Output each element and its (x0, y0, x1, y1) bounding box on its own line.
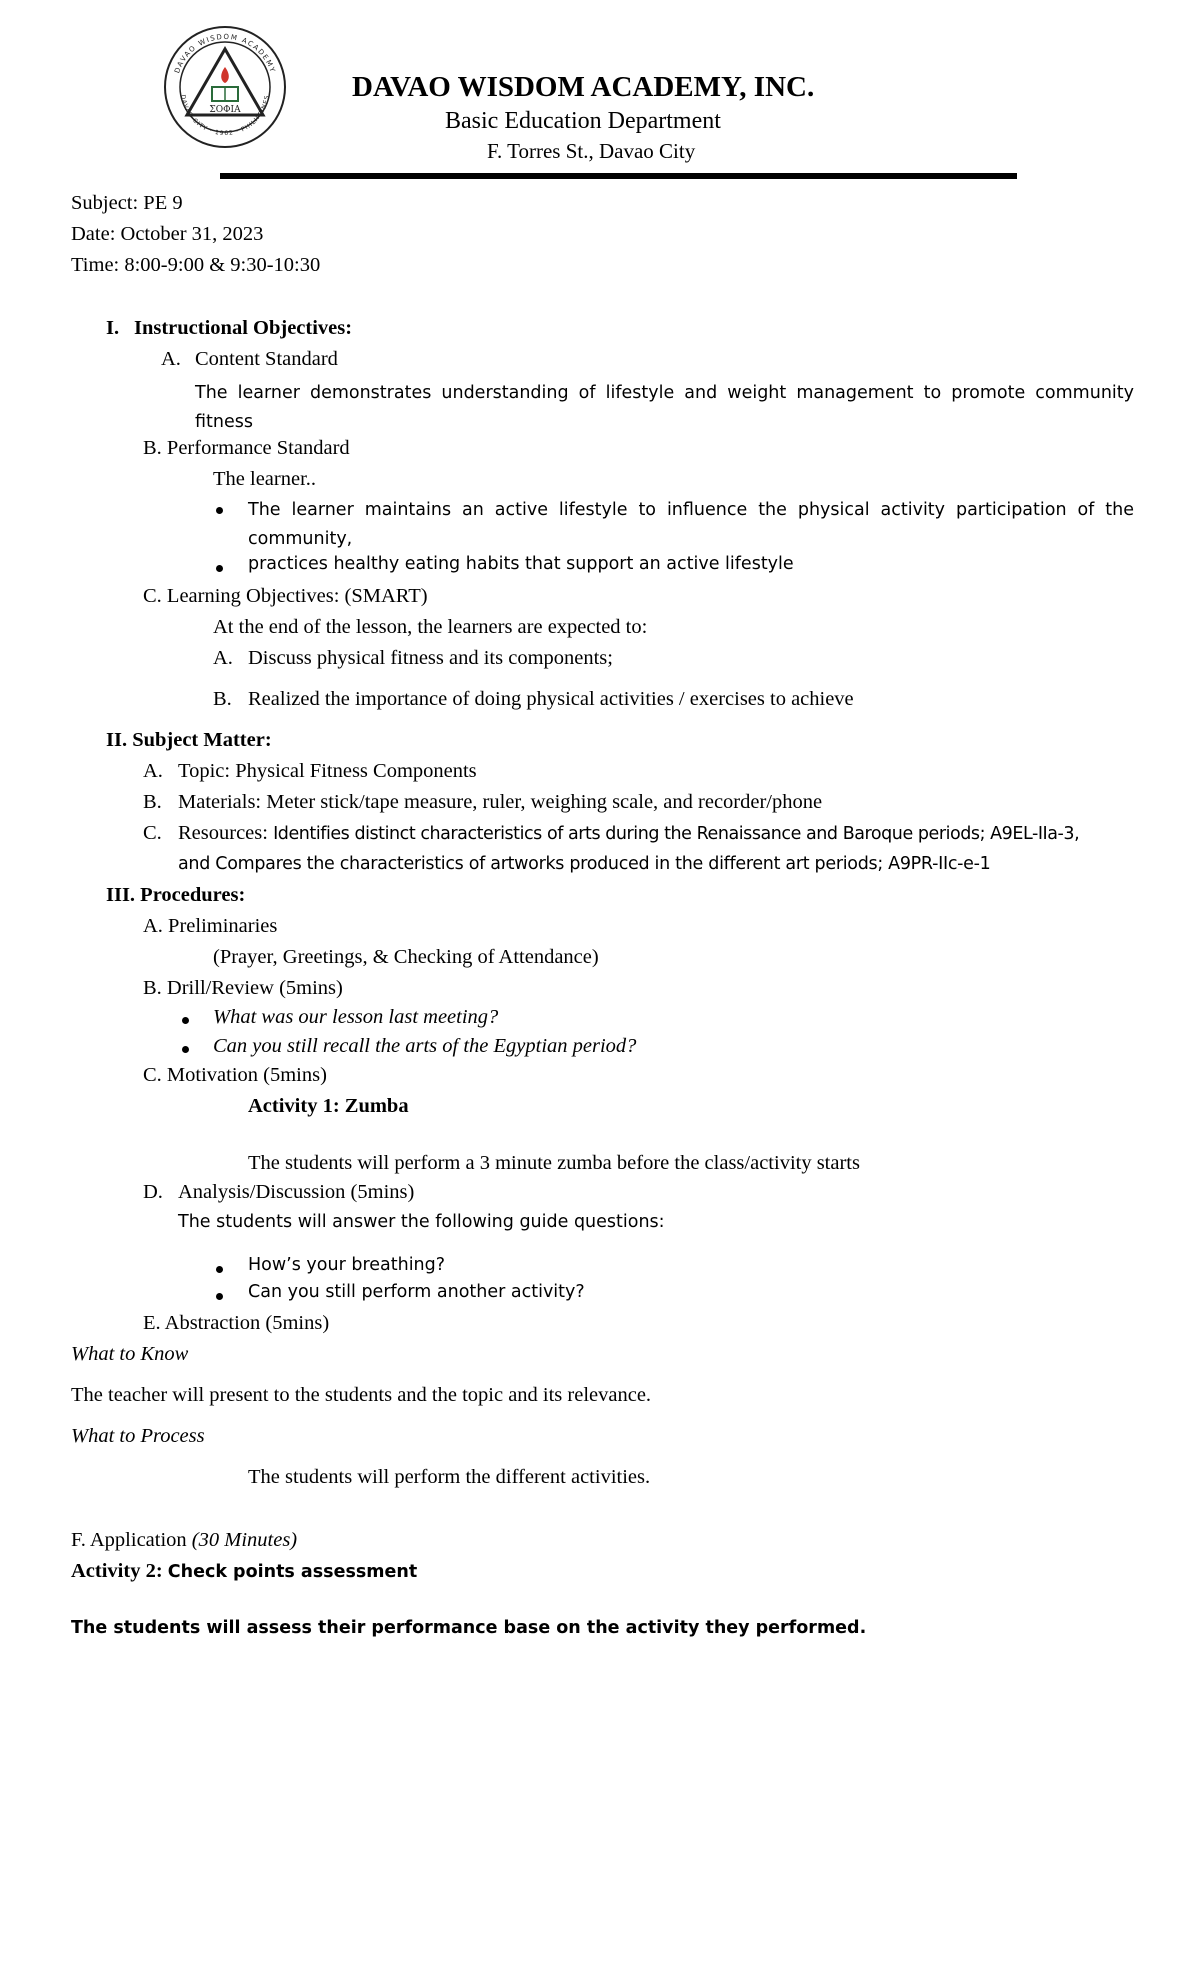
abstraction-title: E. Abstraction (5mins) (143, 1312, 330, 1334)
motivation-text: The students will perform a 3 minute zumba before the class/activity starts (248, 1152, 860, 1174)
bullet-marker (216, 565, 223, 572)
performance-bullet-2: practices healthy eating habits that support an active lifestyle (248, 554, 794, 574)
analysis-intro: The students will answer the following guide questions: (178, 1212, 665, 1232)
department-name: Basic Education Department (445, 108, 721, 134)
application-title (71, 1529, 297, 1552)
guide-question-1: How’s your breathing? (248, 1255, 446, 1275)
objective-a-label: A. (213, 647, 233, 669)
school-seal-logo (163, 25, 287, 149)
final-instruction: The students will assess their performance base on the activity they performed. (71, 1618, 867, 1638)
learning-objectives-intro: At the end of the lesson, the learners are expected to: (213, 616, 648, 638)
activity-1-title: Activity 1: Zumba (248, 1095, 409, 1117)
what-to-process-text: The students will perform the different activities. (248, 1466, 651, 1488)
activity-2-name: Check points assessment (167, 1562, 418, 1582)
bullet-marker (182, 1017, 189, 1024)
section-1-number: I. (106, 317, 120, 339)
analysis-title: Analysis/Discussion (5mins) (178, 1181, 415, 1203)
subject-matter-b-label: B. (143, 791, 162, 813)
objective-b-text: Realized the importance of doing physical activities / exercises to achieve (248, 688, 854, 710)
resources-prefix: Resources: (178, 822, 274, 844)
svg-text:ΣΟΦΙΑ: ΣΟΦΙΑ (209, 105, 241, 115)
bullet-marker (182, 1046, 189, 1053)
subject-matter-a-label: A. (143, 760, 163, 782)
motivation-title: C. Motivation (5mins) (143, 1064, 327, 1086)
bullet-marker (216, 1293, 223, 1300)
guide-question-2: Can you still perform another activity? (248, 1282, 585, 1302)
bullet-marker (216, 1266, 223, 1273)
analysis-label: D. (143, 1181, 163, 1203)
drill-question-1: What was our lesson last meeting? (213, 1006, 499, 1028)
svg-text:DAVAO CITY · 1962 · PHILIPPINE: DAVAO CITY · 1962 · PHILIPPINES (179, 94, 271, 138)
subject-matter-resources-line-2: and Compares the characteristics of artworks produced in the different art periods; A9PR-IIc-e-1 (178, 854, 991, 874)
performance-standard-title: B. Performance Standard (143, 437, 350, 459)
subject-matter-resources-line-1 (178, 822, 1079, 845)
performance-standard-intro: The learner.. (213, 468, 317, 490)
application-duration: (30 Minutes) (191, 1529, 298, 1551)
what-to-know-text: The teacher will present to the students and the topic and its relevance. (71, 1384, 652, 1406)
school-address: F. Torres St., Davao City (487, 139, 696, 163)
preliminaries-text: (Prayer, Greetings, & Checking of Attendance) (213, 946, 599, 968)
performance-bullet-1: The learner maintains an active lifestyle to influence the physical activity participation of the community, (248, 500, 1134, 549)
subject-line: Subject: PE 9 (71, 192, 183, 214)
preliminaries-title: A. Preliminaries (143, 915, 278, 937)
what-to-know-heading: What to Know (71, 1343, 189, 1365)
learning-objectives-title: C. Learning Objectives: (SMART) (143, 585, 428, 607)
date-line: Date: October 31, 2023 (71, 223, 264, 245)
objective-b-label: B. (213, 688, 232, 710)
activity-2-label: Activity 2: (71, 1560, 168, 1582)
drill-review-title: B. Drill/Review (5mins) (143, 977, 343, 999)
svg-text:DAVAO WISDOM ACADEMY: DAVAO WISDOM ACADEMY (173, 32, 277, 75)
subject-matter-topic: Topic: Physical Fitness Components (178, 760, 477, 782)
section-2-heading: II. Subject Matter: (106, 729, 272, 751)
what-to-process-heading: What to Process (71, 1425, 205, 1447)
content-standard-text: The learner demonstrates understanding of lifestyle and weight management to promote community fitness (195, 383, 1134, 432)
subject-matter-c-label: C. (143, 822, 162, 844)
school-name: DAVAO WISDOM ACADEMY, INC. (352, 71, 815, 103)
bullet-marker (216, 507, 223, 514)
subject-matter-materials: Materials: Meter stick/tape measure, ruler, weighing scale, and recorder/phone (178, 791, 823, 813)
content-standard-title: Content Standard (195, 348, 338, 370)
activity-2-title (71, 1560, 417, 1583)
application-label: F. Application (71, 1529, 192, 1551)
header-divider (220, 173, 1017, 179)
time-line: Time: 8:00-9:00 & 9:30-10:30 (71, 254, 321, 276)
content-standard-label: A. (161, 348, 181, 370)
drill-question-2: Can you still recall the arts of the Egyptian period? (213, 1035, 637, 1057)
objective-a-text: Discuss physical fitness and its components; (248, 647, 613, 669)
resources-text-1: Identifies distinct characteristics of arts during the Renaissance and Baroque periods; A9EL-IIa-3, (273, 824, 1080, 844)
section-1-heading: Instructional Objectives: (134, 317, 353, 339)
section-3-heading: III. Procedures: (106, 884, 246, 906)
